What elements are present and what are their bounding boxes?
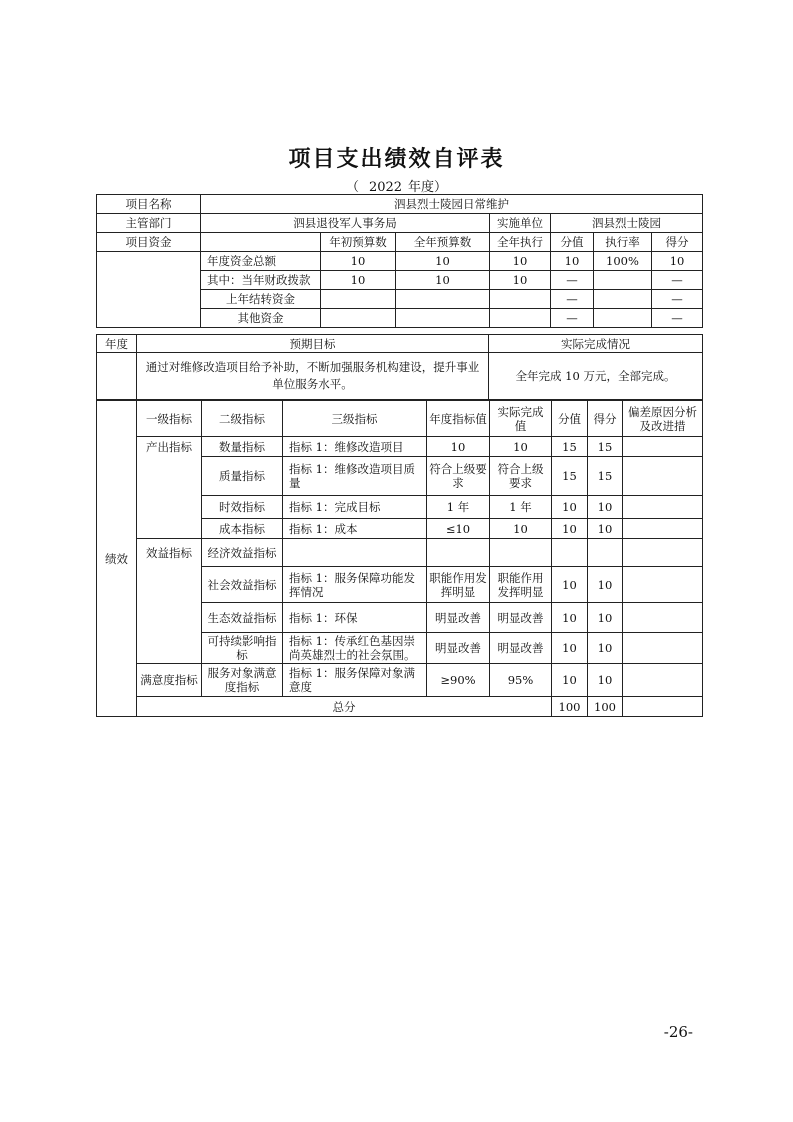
goals-actual-text: 全年完成 10 万元，全部完成。	[489, 353, 703, 400]
l3-cell: 指标 1：环保	[283, 603, 427, 633]
score-cell: 10	[552, 633, 588, 664]
score-cell: 10	[552, 519, 588, 539]
reason-cell	[623, 664, 703, 697]
actual-cell: 1 年	[490, 496, 552, 519]
reason-cell	[623, 567, 703, 603]
table-row	[97, 437, 703, 457]
header-cell: 全年执行	[490, 233, 551, 252]
fund-cell: 10	[321, 252, 396, 271]
fund-cell: —	[652, 271, 703, 290]
total-reason-blank	[623, 697, 703, 717]
fund-row-label: 上年结转资金	[201, 290, 321, 309]
reason-cell	[623, 437, 703, 457]
fund-cell: —	[652, 290, 703, 309]
perf-header-actual: 实际完成值	[490, 401, 552, 437]
l2-cell: 服务对象满意度指标	[202, 664, 283, 697]
performance-table	[96, 400, 703, 717]
got-cell: 10	[588, 567, 623, 603]
l2-cell: 可持续影响指标	[202, 633, 283, 664]
score-cell: 15	[552, 457, 588, 496]
fund-cell	[396, 309, 490, 328]
reason-cell	[623, 457, 703, 496]
header-cell: 执行率	[594, 233, 652, 252]
fund-cell	[321, 309, 396, 328]
got-cell: 10	[588, 603, 623, 633]
table-row	[97, 664, 703, 697]
satisfaction-indicator-label: 满意度指标	[137, 664, 202, 697]
score-cell: 10	[552, 603, 588, 633]
fund-cell	[321, 290, 396, 309]
perf-header-target: 年度指标值	[427, 401, 490, 437]
total-label: 总分	[137, 697, 552, 717]
fund-cell: —	[551, 309, 594, 328]
fund-row	[97, 252, 703, 271]
got-cell	[588, 539, 623, 567]
fund-cell: 10	[490, 252, 551, 271]
actual-cell	[490, 539, 552, 567]
fund-cell: —	[551, 271, 594, 290]
target-cell: 明显改善	[427, 633, 490, 664]
reason-cell	[623, 633, 703, 664]
total-score: 100	[552, 697, 588, 717]
perf-header-score: 分值	[552, 401, 588, 437]
l3-cell: 指标 1：完成目标	[283, 496, 427, 519]
target-cell: 明显改善	[427, 603, 490, 633]
actual-cell: 明显改善	[490, 633, 552, 664]
year-prefix: （	[345, 180, 359, 195]
l3-cell: 指标 1：服务保障对象满意度	[283, 664, 427, 697]
perf-header-l3: 三级指标	[283, 401, 427, 437]
got-cell: 10	[588, 519, 623, 539]
table-row	[97, 539, 703, 567]
score-cell: 15	[552, 437, 588, 457]
l2-cell: 生态效益指标	[202, 603, 283, 633]
l3-cell: 指标 1：维修改造项目质量	[283, 457, 427, 496]
l3-cell: 指标 1：成本	[283, 519, 427, 539]
got-cell: 10	[588, 496, 623, 519]
unit-value: 泗县烈士陵园	[551, 214, 703, 233]
fund-cell: 10	[396, 271, 490, 290]
l3-cell: 指标 1：维修改造项目	[283, 437, 427, 457]
project-name-label: 项目名称	[97, 195, 201, 214]
fund-cell: 10	[321, 271, 396, 290]
fund-row-label: 其中：当年财政拨款	[201, 271, 321, 290]
year-line	[0, 176, 793, 195]
funds-side-blank	[97, 252, 201, 328]
target-cell: 符合上级要求	[427, 457, 490, 496]
got-cell: 10	[588, 664, 623, 697]
fund-cell	[490, 309, 551, 328]
target-cell: 职能作用发挥明显	[427, 567, 490, 603]
score-cell: 10	[552, 496, 588, 519]
target-cell	[427, 539, 490, 567]
fund-cell: —	[551, 290, 594, 309]
fund-cell	[490, 290, 551, 309]
got-cell: 15	[588, 437, 623, 457]
score-cell: 10	[552, 664, 588, 697]
fund-cell: —	[652, 309, 703, 328]
perf-header-l1: 一级指标	[137, 401, 202, 437]
perf-header-l2: 二级指标	[202, 401, 283, 437]
l3-cell: 指标 1：传承红色基因崇尚英雄烈士的社会氛围。	[283, 633, 427, 664]
output-indicator-label: 产出指标	[137, 437, 202, 539]
fund-cell	[594, 271, 652, 290]
reason-cell	[623, 496, 703, 519]
total-row	[97, 697, 703, 717]
l3-cell: 指标 1：服务保障功能发挥情况	[283, 567, 427, 603]
fund-cell	[594, 290, 652, 309]
actual-cell: 10	[490, 437, 552, 457]
actual-cell: 明显改善	[490, 603, 552, 633]
dept-value: 泗县退役军人事务局	[201, 214, 490, 233]
reason-cell	[623, 603, 703, 633]
l2-cell: 质量指标	[202, 457, 283, 496]
target-cell: 1 年	[427, 496, 490, 519]
funds-blank	[201, 233, 321, 252]
reason-cell	[623, 519, 703, 539]
goals-table	[96, 334, 703, 400]
fund-cell	[594, 309, 652, 328]
goals-year-label: 年度	[97, 335, 137, 353]
reason-cell	[623, 539, 703, 567]
unit-label: 实施单位	[490, 214, 551, 233]
actual-cell: 符合上级要求	[490, 457, 552, 496]
total-got: 100	[588, 697, 623, 717]
fund-cell: 10	[652, 252, 703, 271]
l3-cell	[283, 539, 427, 567]
perf-side-label: 绩效	[97, 401, 137, 717]
actual-cell: 职能作用发挥明显	[490, 567, 552, 603]
funds-label: 项目资金	[97, 233, 201, 252]
l2-cell: 时效指标	[202, 496, 283, 519]
header-cell: 分值	[551, 233, 594, 252]
target-cell: ≥90%	[427, 664, 490, 697]
fund-cell	[396, 290, 490, 309]
year-suffix: 年度）	[408, 180, 448, 195]
l2-cell: 数量指标	[202, 437, 283, 457]
target-cell: ≤10	[427, 519, 490, 539]
fund-row-label: 年度资金总额	[201, 252, 321, 271]
goals-expected-label: 预期目标	[137, 335, 489, 353]
dept-label: 主管部门	[97, 214, 201, 233]
got-cell: 15	[588, 457, 623, 496]
header-cell: 得分	[652, 233, 703, 252]
fund-cell: 10	[396, 252, 490, 271]
page-number: -26-	[663, 1023, 693, 1041]
page-title: 项目支出绩效自评表	[288, 147, 505, 172]
fund-cell: 100%	[594, 252, 652, 271]
benefit-indicator-label: 效益指标	[137, 539, 202, 664]
l2-cell: 社会效益指标	[202, 567, 283, 603]
year-value: 2022	[368, 180, 403, 195]
project-info-table	[96, 194, 703, 328]
actual-cell: 95%	[490, 664, 552, 697]
perf-header-got: 得分	[588, 401, 623, 437]
goals-year-blank	[97, 353, 137, 400]
target-cell: 10	[427, 437, 490, 457]
perf-header-reason: 偏差原因分析及改进措	[623, 401, 703, 437]
actual-cell: 10	[490, 519, 552, 539]
goals-actual-label: 实际完成情况	[489, 335, 703, 353]
fund-cell: 10	[551, 252, 594, 271]
got-cell: 10	[588, 633, 623, 664]
project-name-value: 泗县烈士陵园日常维护	[201, 195, 703, 214]
header-cell: 年初预算数	[321, 233, 396, 252]
header-cell: 全年预算数	[396, 233, 490, 252]
goals-expected-text: 通过对维修改造项目给予补助，不断加强服务机构建设，提升事业单位服务水平。	[137, 353, 489, 400]
l2-cell: 成本指标	[202, 519, 283, 539]
score-cell	[552, 539, 588, 567]
l2-cell: 经济效益指标	[202, 539, 283, 567]
fund-row-label: 其他资金	[201, 309, 321, 328]
score-cell: 10	[552, 567, 588, 603]
fund-cell: 10	[490, 271, 551, 290]
